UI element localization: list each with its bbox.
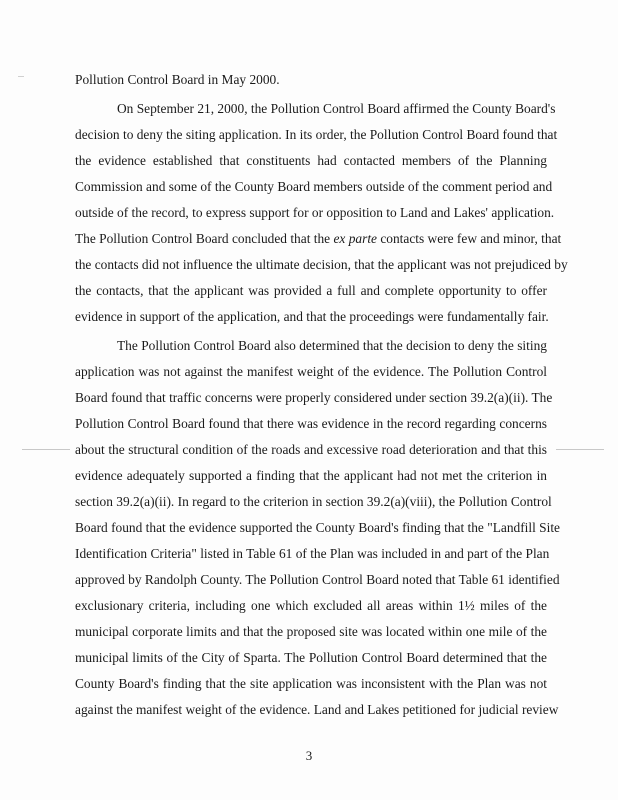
- text-line: On September 21, 2000, the Pollution Control Board affirmed the County Board's: [117, 101, 556, 116]
- scan-artifact: [18, 76, 24, 77]
- text-line: section 39.2(a)(ii). In regard to the criterion in section 39.2(a)(viii), the Pollution Control: [75, 494, 552, 509]
- italic-phrase: ex parte: [333, 231, 377, 246]
- text-line: Pollution Control Board found that there was evidence in the record regarding concerns: [75, 416, 547, 431]
- text-line: Board found that traffic concerns were properly considered under section 39.2(a)(ii). The: [75, 390, 553, 405]
- text-line: application was not against the manifest weight of the evidence. The Pollution Control: [75, 364, 547, 379]
- text-line: municipal corporate limits and that the proposed site was located within one mile of the: [75, 624, 547, 639]
- text-line: Pollution Control Board in May 2000.: [75, 72, 280, 87]
- text-line: County Board's finding that the site application was inconsistent with the Plan was not: [75, 676, 547, 691]
- text-line: The Pollution Control Board concluded that the ex parte contacts were few and minor, that: [75, 231, 562, 246]
- text-line: approved by Randolph County. The Pollution Control Board noted that Table 61 identified: [75, 572, 560, 587]
- scan-artifact: [22, 449, 70, 450]
- text-line: against the manifest weight of the evidence. Land and Lakes petitioned for judicial review: [75, 702, 559, 717]
- text-line: municipal limits of the City of Sparta. The Pollution Control Board determined that the: [75, 650, 547, 665]
- text-line: exclusionary criteria, including one which excluded all areas within 1½ miles of the: [75, 598, 547, 613]
- text-line: Identification Criteria" listed in Table 61 of the Plan was included in and part of the Plan: [75, 546, 550, 561]
- text-line: about the structural condition of the roads and excessive road deterioration and that this: [75, 442, 547, 457]
- text-line: evidence in support of the application, and that the proceedings were fundamentally fair.: [75, 309, 549, 324]
- scan-artifact: [556, 449, 604, 450]
- text-line: Board found that the evidence supported the County Board's finding that the "Landfill Site: [75, 520, 561, 535]
- text-line: Commission and some of the County Board members outside of the comment period and: [75, 179, 553, 194]
- text-line: decision to deny the siting application. In its order, the Pollution Control Board found that: [75, 127, 558, 142]
- text-line: evidence adequately supported a finding that the applicant had not met the criterion in: [75, 468, 547, 483]
- text-line: The Pollution Control Board also determined that the decision to deny the siting: [117, 338, 547, 353]
- text-line: the contacts, that the applicant was provided a full and complete opportunity to offer: [75, 283, 547, 298]
- text-line: the evidence established that constituents had contacted members of the Planning: [75, 153, 547, 168]
- text-line: the contacts did not influence the ultimate decision, that the applicant was not prejudiced by: [75, 257, 568, 272]
- text-line: outside of the record, to express support for or opposition to Land and Lakes' application.: [75, 205, 555, 220]
- page-number: 3: [305, 748, 313, 763]
